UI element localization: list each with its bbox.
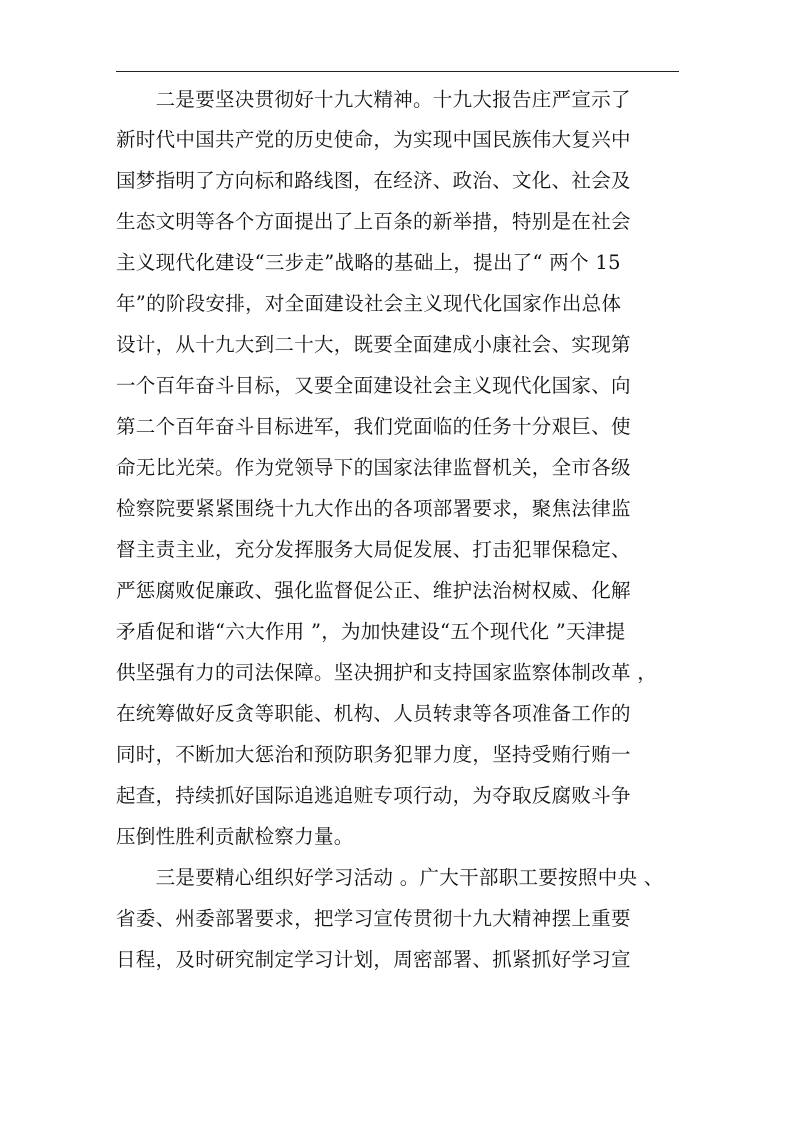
- text-line: 矛盾促和谐“六大作用 ”，为加快建设“五个现代化 ”天津提: [116, 620, 626, 643]
- text-line: 主义现代化建设“三步走”战略的基础上，提出了“ 两个 15: [116, 251, 621, 274]
- text-line: 生态文明等各个方面提出了上百条的新举措，特别是在社会: [116, 210, 631, 233]
- text-line: 二是要坚决贯彻好十九大精神。十九大报告庄严宣示了: [116, 88, 631, 111]
- text-line: 督主责主业，充分发挥服务大局促发展、打击犯罪保稳定、: [116, 538, 631, 561]
- text-line: 国梦指明了方向标和路线图，在经济、政治、文化、社会及: [116, 169, 631, 192]
- text-line: 第二个百年奋斗目标进军，我们党面临的任务十分艰巨、使: [116, 415, 631, 438]
- text-line: 供坚强有力的司法保障。坚决拥护和支持国家监察体制改革 ，: [116, 661, 658, 684]
- text-line: 命无比光荣。作为党领导下的国家法律监督机关，全市各级: [116, 456, 631, 479]
- text-line: 设计，从十九大到二十大，既要全面建成小康社会、实现第: [116, 333, 631, 356]
- text-line: 省委、州委部署要求，把学习宣传贯彻十九大精神摆上重要: [116, 907, 631, 930]
- text-line: 同时，不断加大惩治和预防职务犯罪力度，坚持受贿行贿一: [116, 743, 631, 766]
- text-line: 严惩腐败促廉政、强化监督促公正、维护法治树权威、化解: [116, 579, 631, 602]
- text-line: 一个百年奋斗目标，又要全面建设社会主义现代化国家、向: [116, 374, 631, 397]
- text-line: 起查，持续抓好国际追逃追赃专项行动，为夺取反腐败斗争: [116, 784, 631, 807]
- text-line: 日程，及时研究制定学习计划，周密部署、抓紧抓好学习宣: [116, 948, 631, 971]
- text-line: 压倒性胜利贡献检察力量。: [116, 825, 354, 848]
- text-line: 检察院要紧紧围绕十九大作出的各项部署要求，聚焦法律监: [116, 497, 631, 520]
- text-line: 在统筹做好反贪等职能、机构、人员转隶等各项准备工作的: [116, 702, 631, 725]
- header-rule: [116, 71, 679, 72]
- text-line: 三是要精心组织好学习活动 。广大干部职工要按照中央 、: [116, 866, 664, 889]
- text-line: 新时代中国共产党的历史使命，为实现中国民族伟大复兴中: [116, 128, 631, 151]
- text-line: 年”的阶段安排，对全面建设社会主义现代化国家作出总体: [116, 292, 622, 315]
